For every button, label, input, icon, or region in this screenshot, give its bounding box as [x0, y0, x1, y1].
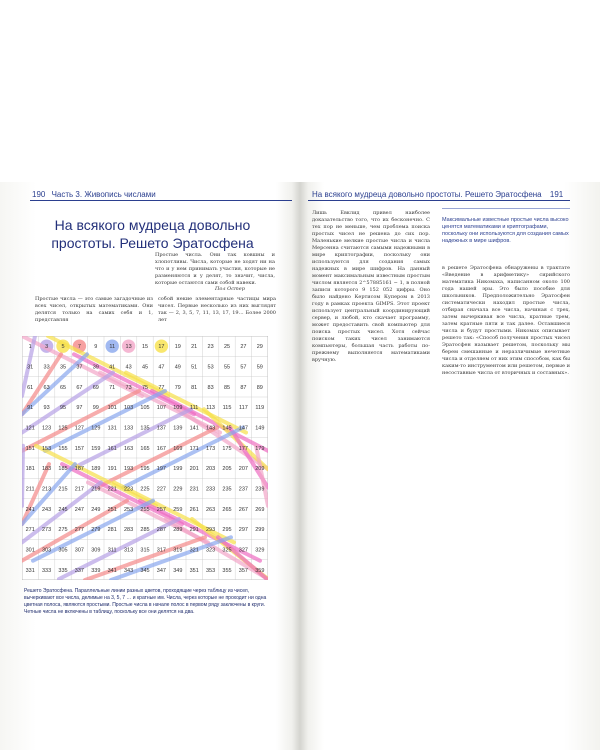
header-rule-left	[30, 200, 292, 201]
sieve-number: 9	[94, 344, 98, 351]
sieve-number: 243	[42, 506, 52, 513]
left-body-column-2: собой некие элементарные частицы мира чисел. Первые несколько из них выглядят так — 2, 3, 5, 7, 11, 13, 17, 19… Более 2000 лет	[158, 296, 276, 323]
left-running-title: Часть 3. Живопись числами	[51, 190, 156, 199]
sieve-number: 239	[255, 486, 265, 493]
sieve-number: 95	[59, 405, 67, 412]
sieve-number: 305	[58, 547, 68, 554]
sieve-number: 355	[222, 567, 232, 574]
sieve-number: 43	[125, 364, 132, 371]
sieve-number: 125	[58, 425, 68, 432]
sieve-number: 273	[42, 527, 52, 534]
sieve-number: 207	[238, 466, 248, 473]
sieve-number: 111	[190, 405, 199, 412]
right-page-header	[312, 190, 563, 199]
sieve-number: 33	[43, 364, 50, 371]
sieve-number: 325	[222, 547, 232, 554]
sieve-number: 211	[25, 486, 35, 493]
sieve-number: 53	[207, 364, 214, 371]
sieve-number: 283	[124, 527, 134, 534]
sieve-number: 209	[255, 466, 265, 473]
sieve-number: 187	[74, 466, 84, 473]
sieve-number: 97	[76, 405, 83, 412]
sieve-number: 307	[74, 547, 84, 554]
section-title: На всякого мудреца довольно простоты. Решето Эратосфена	[51, 217, 254, 251]
sieve-number: 45	[141, 364, 149, 371]
sieve-number: 105	[140, 405, 150, 412]
sieve-number: 113	[206, 405, 215, 412]
sieve-number: 357	[238, 567, 248, 574]
sieve-number: 249	[91, 506, 101, 513]
sieve-number: 223	[124, 486, 134, 493]
sieve-number: 83	[207, 384, 214, 391]
sieve-number: 3	[45, 344, 49, 351]
sieve-number: 183	[42, 466, 52, 473]
sieve-number: 281	[107, 527, 117, 534]
sieve-number: 143	[206, 425, 216, 432]
epigraph-author: Пол Остер	[215, 286, 245, 292]
sieve-number: 313	[124, 547, 134, 554]
sieve-number: 129	[91, 425, 101, 432]
sieve-number: 221	[107, 486, 117, 493]
sieve-number: 27	[240, 344, 247, 351]
sieve-number: 347	[156, 567, 166, 574]
blank-margin	[0, 0, 600, 182]
sieve-number: 157	[74, 445, 84, 452]
sieve-number: 47	[158, 364, 165, 371]
sieve-number: 321	[189, 547, 199, 554]
figure-caption: Решето Эратосфена. Параллельные линии разных цветов, проходящие через таблицу из чисел, вычеркивают все числа, делимые на 3, 5, 7 … и кратные им. Числа, через которые не проходит ни одна цветная полоса, являются простыми. Простые числа в начале полос в первом ряду заключены в круги. Четные числа не включены в таблицу, поскольку все они делятся на два.	[24, 588, 267, 615]
sieve-number: 261	[189, 506, 199, 513]
sieve-number: 147	[238, 425, 248, 432]
sieve-number: 151	[25, 445, 35, 452]
right-body-column-1: Лишь Евклид привел наиболее доказательство того, что их бесконечно. С тех пор не меньше, чем проблема поиска простых чисел не решена до сих пор. Маленькие мелкие простые числа и числа Мерсенна считаются самыми надежными в мире криптографии, поскольку они используются для создания самых надежных в мире шифров. На данный момент максимальным известным простым числом является 2^57885161 − 1, в полной записи которого 9 152 052 цифры. Оно было найдено Кертисом Купером в 2013 году в рамках проекта GIMPS. Этот проект использует центральный координирующий сервер, и любой, кто скачает программу, может предоставить свой компьютер для поиска простых чисел. Хотя сейчас поиском таких чисел занимаются компьютеры, большая часть работы по-прежнему выполняется математиками вручную.	[312, 210, 430, 363]
sieve-number: 109	[173, 405, 183, 412]
sieve-number: 235	[222, 486, 232, 493]
sieve-number: 85	[223, 384, 231, 391]
sieve-number: 135	[140, 425, 150, 432]
sieve-number: 185	[58, 466, 68, 473]
sieve-number: 65	[59, 384, 67, 391]
sieve-number: 345	[140, 567, 150, 574]
sieve-number: 89	[256, 384, 263, 391]
sieve-number: 21	[191, 344, 198, 351]
sieve-number: 127	[74, 425, 84, 432]
sieve-number: 175	[222, 445, 232, 452]
sieve-number: 329	[255, 547, 265, 554]
sieve-number: 119	[255, 405, 265, 412]
sieve-number: 315	[140, 547, 150, 554]
sieve-number: 19	[174, 344, 181, 351]
sieve-number: 133	[124, 425, 134, 432]
sieve-number: 171	[189, 445, 199, 452]
sieve-number: 165	[140, 445, 150, 452]
sieve-number: 259	[173, 506, 183, 513]
sieve-number: 29	[256, 344, 263, 351]
sieve-number: 197	[156, 466, 166, 473]
sieve-number: 231	[189, 486, 199, 493]
sieve-number: 213	[42, 486, 52, 493]
sieve-number: 309	[91, 547, 101, 554]
sieve-number: 227	[156, 486, 166, 493]
sieve-number: 295	[222, 527, 232, 534]
sieve-number: 267	[238, 506, 248, 513]
sieve-number: 237	[238, 486, 248, 493]
epigraph: Простые числа. Они так ковшны и хлопотливы. Числа, которые не ходят ни на что и у нем принимать участия, которые не разменяются и у делят, то значит, числа, которые остаются сами собой навеки.	[155, 252, 275, 286]
sieve-number: 275	[58, 527, 68, 534]
sieve-number: 341	[107, 567, 117, 574]
sieve-of-eratosthenes-figure	[22, 336, 268, 580]
sieve-number: 289	[173, 527, 183, 534]
sieve-number: 177	[238, 445, 248, 452]
sieve-number: 79	[174, 384, 181, 391]
sieve-number: 193	[124, 466, 134, 473]
sieve-number: 191	[107, 466, 117, 473]
sieve-number: 219	[91, 486, 101, 493]
sieve-number: 115	[222, 405, 232, 412]
sieve-number: 311	[107, 547, 117, 554]
sieve-number: 349	[173, 567, 183, 574]
sieve-number: 279	[91, 527, 101, 534]
sieve-number: 255	[140, 506, 150, 513]
right-body-column-2: в решете Эратосфена обнаружены в трактате «Введение в арифметику» сирийского математика Никомаха, написанном около 100 года нашей эры. Это было пособие для школьников. Предположительно Эратосфен систематически находил простые числа, отбирая сначала все числа, начиная с трех, затем вычеркивая все числа, кратные трем, затем кратные пяти и так далее. Оставшиеся числа и будут простыми. Никомах описывает решето так: «Способ получения простых чисел Эратосфен называет решетом, поскольку мы берем смешанные и неразличимые нечетные числа и отделяем от них этим способом, как бы каким-то инструментом или решетом, первые и несоставные числа от вторичных и составных».	[442, 265, 570, 376]
sieve-number: 17	[158, 344, 165, 351]
sieve-number: 317	[156, 547, 166, 554]
pull-quote: Максимальные известные простые числа высоко ценятся математиками и криптографами, поскольку они используются для создания самых надежных в мире шифров.	[442, 208, 570, 245]
sieve-number: 145	[222, 425, 232, 432]
sieve-number: 301	[25, 547, 35, 554]
sieve-number: 331	[25, 567, 35, 574]
sieve-number: 81	[191, 384, 198, 391]
sieve-number: 257	[156, 506, 166, 513]
sieve-number: 337	[74, 567, 84, 574]
sieve-number: 323	[206, 547, 216, 554]
sieve-number: 179	[255, 445, 265, 452]
sieve-number: 327	[238, 547, 248, 554]
sieve-number: 121	[25, 425, 35, 432]
sieve-number: 5	[61, 344, 65, 351]
sieve-number: 319	[173, 547, 183, 554]
sieve-number: 161	[107, 445, 117, 452]
sieve-number: 37	[76, 364, 83, 371]
sieve-number: 117	[239, 405, 248, 412]
sieve-number: 225	[140, 486, 150, 493]
sieve-number: 195	[140, 466, 150, 473]
right-running-title: На всякого мудреца довольно простоты. Решето Эратосфена	[312, 190, 542, 199]
sieve-number: 253	[124, 506, 134, 513]
sieve-number: 271	[25, 527, 35, 534]
book-gutter	[292, 182, 308, 750]
right-page-number: 191	[549, 190, 564, 199]
left-body-column-1: Простые числа — это самые загадочные из всех чисел, открытых математиками. Они делятся только на самих себя и 1, представляя	[35, 296, 153, 323]
sieve-number: 87	[240, 384, 247, 391]
sieve-number: 91	[27, 405, 34, 412]
sieve-number: 233	[206, 486, 216, 493]
sieve-number: 333	[42, 567, 52, 574]
sieve-number: 35	[59, 364, 67, 371]
sieve-number: 163	[124, 445, 134, 452]
sieve-number: 353	[206, 567, 216, 574]
left-page-header	[32, 190, 156, 199]
sieve-number: 1	[28, 344, 32, 351]
sieve-number: 293	[206, 527, 216, 534]
sieve-number: 335	[58, 567, 68, 574]
sieve-number: 103	[124, 405, 134, 412]
sieve-number: 215	[58, 486, 68, 493]
sieve-number: 265	[222, 506, 232, 513]
sieve-number: 77	[158, 384, 165, 391]
sieve-number: 167	[156, 445, 166, 452]
sieve-number: 155	[58, 445, 68, 452]
sieve-number: 57	[240, 364, 247, 371]
sieve-number: 277	[74, 527, 84, 534]
sieve-number: 303	[42, 547, 52, 554]
sieve-number: 107	[156, 405, 166, 412]
sieve-number: 69	[92, 384, 99, 391]
sieve-number: 93	[43, 405, 50, 412]
sieve-number: 7	[77, 344, 81, 351]
sieve-number: 61	[27, 384, 34, 391]
sieve-number: 359	[255, 567, 265, 574]
sieve-number: 205	[222, 466, 232, 473]
sieve-number: 55	[223, 364, 231, 371]
left-page-number: 190	[32, 190, 46, 199]
sieve-number: 137	[156, 425, 166, 432]
sieve-number: 159	[91, 445, 101, 452]
sieve-number: 181	[25, 466, 35, 473]
sieve-number: 59	[256, 364, 263, 371]
sieve-number: 39	[92, 364, 99, 371]
sieve-number: 51	[191, 364, 198, 371]
sieve-number: 285	[140, 527, 150, 534]
sieve-number: 63	[43, 384, 50, 391]
sieve-number: 73	[125, 384, 132, 391]
sieve-number: 263	[206, 506, 216, 513]
sieve-number: 139	[173, 425, 183, 432]
sieve-number: 245	[58, 506, 68, 513]
sieve-number: 75	[141, 384, 149, 391]
sieve-number: 229	[173, 486, 183, 493]
sieve-stripe	[22, 446, 23, 506]
sieve-number: 13	[125, 344, 132, 351]
sieve-number: 247	[74, 506, 84, 513]
sieve-number: 287	[156, 527, 166, 534]
sieve-number: 31	[27, 364, 34, 371]
sieve-number: 131	[107, 425, 117, 432]
sieve-number: 169	[173, 445, 183, 452]
sieve-number: 201	[189, 466, 199, 473]
sieve-number: 23	[207, 344, 214, 351]
sieve-number: 217	[74, 486, 84, 493]
sieve-number: 11	[109, 344, 116, 351]
sieve-number: 41	[109, 364, 116, 371]
sieve-number: 141	[189, 425, 199, 432]
sieve-number: 15	[141, 344, 149, 351]
sieve-number: 25	[223, 344, 231, 351]
sieve-number: 153	[42, 445, 52, 452]
sieve-number: 351	[189, 567, 199, 574]
sieve-number: 241	[25, 506, 35, 513]
sieve-number: 99	[92, 405, 99, 412]
sieve-number: 49	[174, 364, 181, 371]
sieve-number: 149	[255, 425, 265, 432]
sieve-number: 297	[238, 527, 248, 534]
sieve-number: 101	[107, 405, 117, 412]
sieve-number: 199	[173, 466, 183, 473]
sieve-number: 173	[206, 445, 216, 452]
sieve-number: 343	[124, 567, 134, 574]
sieve-number: 251	[107, 506, 117, 513]
header-rule-right	[308, 200, 570, 201]
sieve-number: 203	[206, 466, 216, 473]
sieve-number: 71	[109, 384, 116, 391]
sieve-number: 67	[76, 384, 83, 391]
sieve-number: 291	[189, 527, 199, 534]
sieve-number: 123	[42, 425, 52, 432]
sieve-number: 339	[91, 567, 101, 574]
sieve-number: 189	[91, 466, 101, 473]
sieve-number: 299	[255, 527, 265, 534]
sieve-number: 269	[255, 506, 265, 513]
